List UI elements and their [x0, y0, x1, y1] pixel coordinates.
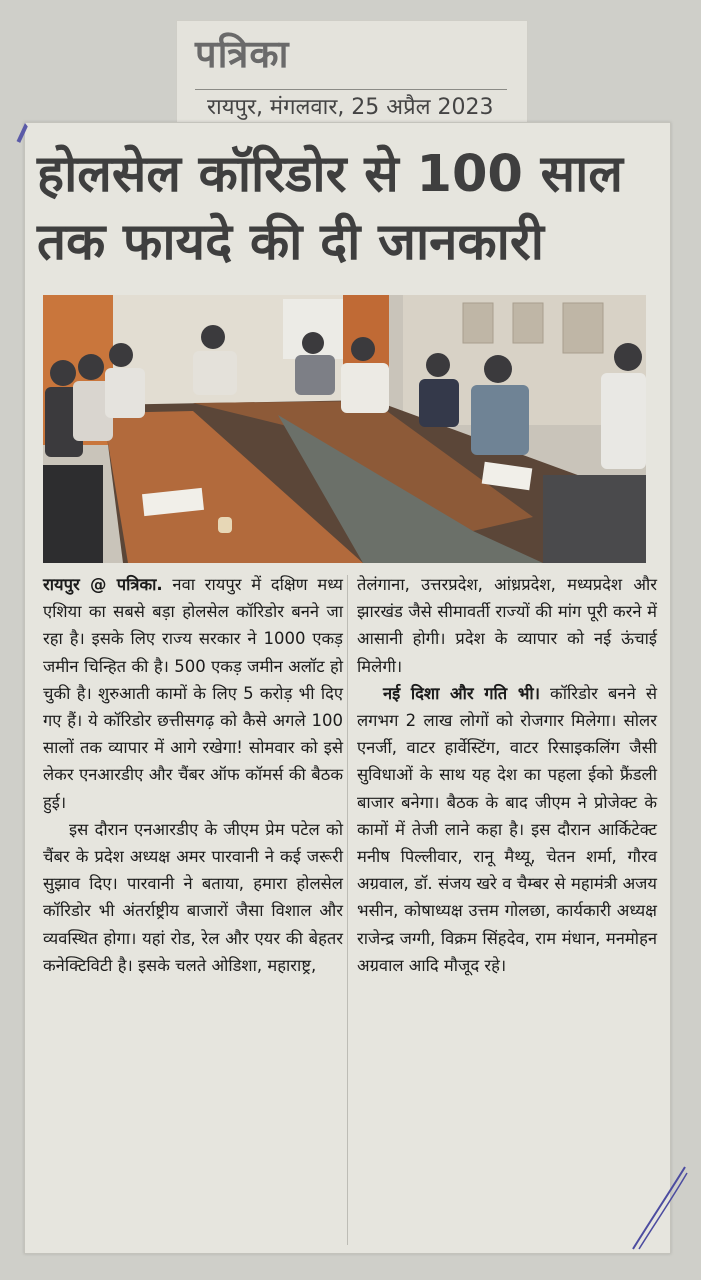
- meeting-photo-illustration: [43, 295, 646, 563]
- paragraph-3: [357, 571, 657, 680]
- newspaper-brand: पत्रिका: [195, 32, 290, 76]
- pen-scribble-icon: [629, 1163, 689, 1253]
- masthead-rule: [195, 89, 507, 90]
- subhead-lead: नई दिशा और गति भी।: [383, 683, 540, 703]
- paragraph-3-text: तेलंगाना, उत्तरप्रदेश, आंध्रप्रदेश, मध्यप्रदेश और झारखंड जैसे सीमावर्ती राज्यों की मांग पूरी करने में आसानी होगी। प्रदेश के व्यापार को नई ऊंचाई मिलेगी।: [357, 575, 657, 676]
- paragraph-4-text: कॉरिडोर बनने से लगभग 2 लाख लोगों को रोजगार मिलेगा। सोलर एनर्जी, वाटर हार्वेस्टिंग, वाटर रिसाइकलिंग जैसी सुविधाओं के साथ यह देश का पहला ईको फ्रैंडली बाजार बनेगा। बैठक के बाद जीएम ने प्रोजेक्ट के कामों में तेजी लाने कहा है। इस दौरान आर्किटेक्ट मनीष पिल्लीवार, रानू मैथ्यू, चेतन शर्मा, गौरव अग्रवाल, डॉ. संजय खरे व चैम्बर से महामंत्री अजय भसीन, कोषाध्यक्ष उत्तम गोलछा, कार्यकारी अध्यक्ष राजेन्द्र जग्गी, विक्रम सिंहदेव, राम मंधान, मनमोहन अग्रवाल आदि मौजूद रहे।: [357, 683, 657, 975]
- headline-line-2: तक फायदे की दी जानकारी: [37, 213, 544, 272]
- article-column-left: [43, 571, 343, 979]
- news-clipping: [24, 122, 671, 1254]
- paragraph-1: [43, 571, 343, 816]
- article-column-right: [357, 571, 657, 979]
- dateline-lead: रायपुर @ पत्रिका.: [43, 575, 163, 594]
- paragraph-1-text: नवा रायपुर में दक्षिण मध्य एशिया का सबसे बड़ा होलसेल कॉरिडोर बनने जा रहा है। इसके लिए राज्य सरकार ने 1000 एकड़ जमीन चिन्हित की है। 500 एकड़ जमीन अलॉट हो चुकी है। शुरुआती कामों के लिए 5 करोड़ भी दिए गए हैं। ये कॉरिडोर छत्तीसगढ़ को कैसे अगले 100 सालों तक व्यापार में आगे रखेगा! सोमवार को इसे लेकर एनआरडीए और चैंबर ऑफ कॉमर्स की बैठक हुई।: [43, 575, 343, 812]
- paragraph-4: [357, 680, 657, 979]
- headline: [37, 141, 657, 277]
- newspaper-masthead: [176, 20, 528, 124]
- meeting-photo: [43, 295, 646, 563]
- paragraph-2-text: इस दौरान एनआरडीए के जीएम प्रेम पटेल को चैंबर के प्रदेश अध्यक्ष अमर पारवानी ने कई जरूरी सुझाव दिए। पारवानी ने बताया, हमारा होलसेल कॉरिडोर भी अंतर्राष्ट्रीय बाजारों जैसा विशाल और व्यवस्थित होगा। यहां रोड, रेल और एयर की बेहतर कनेक्टिविटी है। इसके चलते ओडिशा, महाराष्ट्र,: [43, 819, 343, 975]
- dateline: रायपुर, मंगलवार, 25 अप्रैल 2023: [207, 95, 494, 120]
- headline-line-1: होलसेल कॉरिडोर से 100 साल: [37, 145, 623, 204]
- paragraph-2: [43, 816, 343, 979]
- column-divider: [347, 575, 348, 1245]
